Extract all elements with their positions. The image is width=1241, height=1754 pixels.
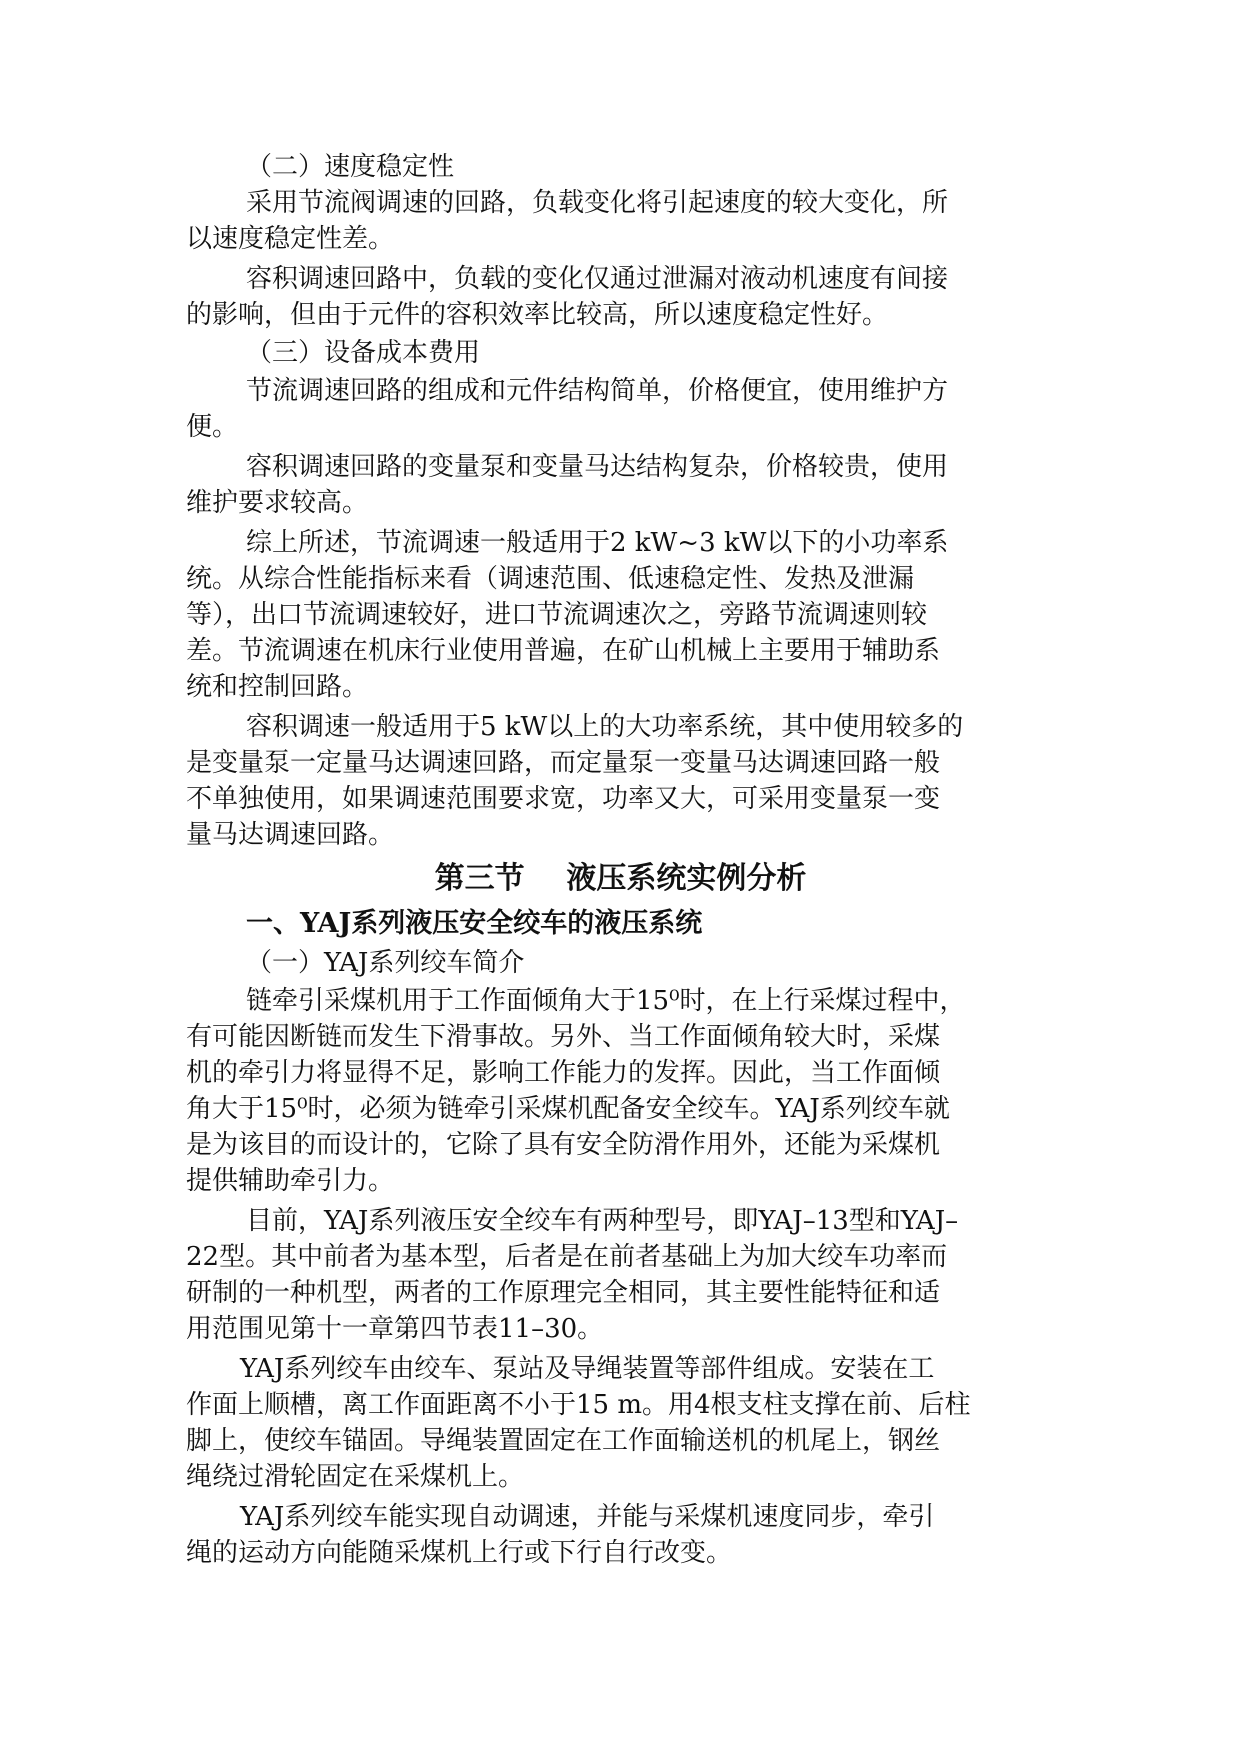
- paragraph-line: 链牵引采煤机用于工作面倾角大于15⁰时，在上行采煤过程中，: [246, 986, 966, 1016]
- paragraph-line: 角大于15⁰时，必须为链牵引采煤机配备安全绞车。YAJ系列绞车就: [186, 1094, 950, 1124]
- paragraph-line: 提供辅助牵引力。: [186, 1166, 395, 1196]
- paragraph-line: 脚上，使绞车锚固。导绳装置固定在工作面输送机的机尾上，钢丝: [186, 1426, 941, 1456]
- paragraph-line: 不单独使用，如果调速范围要求宽，功率又大，可采用变量泵一变: [186, 784, 941, 814]
- paragraph-line: 量马达调速回路。: [186, 820, 395, 850]
- paragraph-line: 绳的运动方向能随采煤机上行或下行自行改变。: [186, 1538, 733, 1568]
- paragraph-line: 采用节流阀调速的回路，负载变化将引起速度的较大变化，所: [246, 188, 949, 218]
- paragraph-line: 用范围见第十一章第四节表11–30。: [186, 1314, 604, 1344]
- paragraph-line: 容积调速回路中，负载的变化仅通过泄漏对液动机速度有间接: [246, 264, 949, 294]
- paragraph-line: 等），出口节流调速较好，进口节流调速次之，旁路节流调速则较: [186, 600, 928, 630]
- paragraph-line: 绳绕过滑轮固定在采煤机上。: [186, 1462, 525, 1492]
- paragraph-line: 有可能因断链而发生下滑事故。另外、当工作面倾角较大时，采煤: [186, 1022, 941, 1052]
- paragraph-line: YAJ系列绞车能实现自动调速，并能与采煤机速度同步，牵引: [240, 1502, 935, 1532]
- paragraph-line: 容积调速回路的变量泵和变量马达结构复杂，价格较贵，使用: [246, 452, 949, 482]
- paragraph-line: 研制的一种机型，两者的工作原理完全相同，其主要性能特征和适: [186, 1278, 941, 1308]
- paragraph-line: 统和控制回路。: [186, 672, 369, 702]
- paragraph-line: 目前，YAJ系列液压安全绞车有两种型号，即YAJ–13型和YAJ–: [246, 1206, 959, 1236]
- subheading-yaj-intro: （一）YAJ系列绞车简介: [246, 948, 525, 978]
- paragraph-line: 是变量泵一定量马达调速回路，而定量泵一变量马达调速回路一般: [186, 748, 941, 778]
- paragraph-line: 便。: [186, 412, 239, 442]
- paragraph-line: 容积调速一般适用于5 kW以上的大功率系统，其中使用较多的: [246, 712, 964, 742]
- subheading-equipment-cost: （三）设备成本费用: [246, 338, 481, 368]
- paragraph-line: YAJ系列绞车由绞车、泵站及导绳装置等部件组成。安装在工: [240, 1354, 935, 1384]
- paragraph-line: 22型。其中前者为基本型，后者是在前者基础上为加大绞车功率而: [186, 1242, 948, 1272]
- paragraph-line: 作面上顺槽，离工作面距离不小于15 m。用4根支柱支撑在前、后柱: [186, 1390, 971, 1420]
- paragraph-line: 节流调速回路的组成和元件结构简单，价格便宜，使用维护方: [246, 376, 949, 406]
- subsection-title: 一、YAJ系列液压安全绞车的液压系统: [246, 908, 703, 939]
- paragraph-line: 综上所述，节流调速一般适用于2 kW~3 kW以下的小功率系: [246, 528, 949, 558]
- paragraph-line: 机的牵引力将显得不足，影响工作能力的发挥。因此，当工作面倾: [186, 1058, 941, 1088]
- paragraph-line: 统。从综合性能指标来看（调速范围、低速稳定性、发热及泄漏: [186, 564, 915, 594]
- paragraph-line: 差。节流调速在机床行业使用普遍，在矿山机械上主要用于辅助系: [186, 636, 941, 666]
- section-title: 第三节 液压系统实例分析: [434, 861, 807, 896]
- paragraph-line: 维护要求较高。: [186, 488, 369, 518]
- subheading-speed-stability: （二）速度稳定性: [246, 152, 455, 182]
- paragraph-line: 的影响，但由于元件的容积效率比较高，所以速度稳定性好。: [186, 300, 889, 330]
- paragraph-line: 以速度稳定性差。: [186, 224, 395, 254]
- paragraph-line: 是为该目的而设计的，它除了具有安全防滑作用外，还能为采煤机: [186, 1130, 941, 1160]
